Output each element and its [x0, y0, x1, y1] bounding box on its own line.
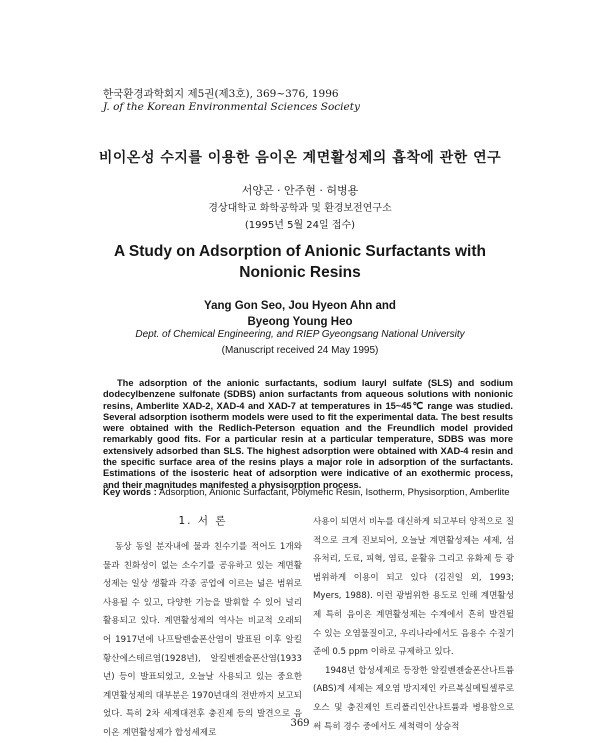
body-column-right — [313, 513, 514, 736]
paper-title-en-line1: A Study on Adsorption of Anionic Surfactants with — [114, 243, 486, 260]
paragraph: 1948년 합성세제로 등장한 알킬벤젠술폰산나트륨(ABS)계 세제는 제오염 방지제인 카르복실메틸셀루로오스 및 충진제인 트리폴리인산나트륨과 병용함으로써 특히 경수 중에서도 세척력이 상승적 — [313, 665, 514, 732]
affiliation-en: Dept. of Chemical Engineering, and RIEP Gyeongsang National University — [135, 329, 465, 340]
journal-name-en: J. of the Korean Environmental Sciences Society — [103, 101, 360, 113]
authors-en-line1: Yang Gon Seo, Jou Hyeon Ahn and — [204, 300, 396, 312]
keywords-list: Adsorption, Anionic Surfactant, Polymeric Resin, Isotherm, Physisorption, Amberlite — [158, 487, 510, 498]
section-heading-introduction: 1. 서 론 — [178, 515, 228, 527]
body-column-left — [103, 538, 302, 743]
affiliation-ko: 경상대학교 화학공학과 및 환경보전연구소 — [208, 203, 392, 214]
page-number: 369 — [290, 718, 310, 729]
received-date-en: (Manuscript received 24 May 1995) — [221, 345, 379, 356]
journal-citation-ko: 한국환경과학회지 제5권(제3호), 369~376, 1996 — [103, 88, 339, 100]
authors-ko: 서양곤 · 안주현 · 허병용 — [241, 184, 359, 197]
paragraph: 사용이 되면서 비누를 대신하게 되고부터 양적으로 질적으로 크게 진보되어, 오늘날 계면활성제는 세제, 섬유처리, 도료, 피혁, 염료, 윤활유 그리고 유화제 등 광범위하게 이용이 되고 있다 (김진일 외, 1993; Myers, 1988). 이런 광범위한 용도로 인해 계면활성제 특히 음이온 계면활성제는 수계에서 흔히 발견될 수 있는 오염물질이고, 우리나라에서도 음용수 수질기준에 0.5 ppm 이하로 규제하고 있다. — [313, 517, 514, 658]
keywords-label: Key words : — [103, 487, 157, 498]
paragraph: 동상 동일 분자내에 물과 친수기를 적어도 1개와 물과 친화성이 없는 소수기를 공유하고 있는 계면활성제는 일상 생활과 각종 공업에 이르는 넓은 범위로 사용될 수 있고, 다양한 기능을 발휘할 수 있어 널리 활용되고 있다. 계면활성제의 역사는 비교적 오래되어 1917년에 나프탈렌술폰산염이 발표된 이후 알킬황산에스테르염(1928년), 알킬벤젠술폰산염(1933년) 등이 발표되었고, 오늘날 사용되고 있는 중요한 계면활성제의 대부분은 1970년대의 전반까지 보고되었다. 특히 2차 세계대전후 충진제 등의 발견으로 음이온 계면활성제가 합성세제로 — [103, 542, 302, 738]
authors-en — [0, 298, 600, 330]
abstract: The adsorption of the anionic surfactants, sodium lauryl sulfate (SLS) and sodium dodecylbenzene sulfonate (SDBS) anion surfactants from aqueous solutions with nonionic resins, Amberlite XAD-2, XAD-4 and XAD-7 at temperatures in 15~45℃ range was studied. Several adsorption isotherm models were used to fit the experimental data. The best results were obtained with the Redlich-Peterson equation and the Freundlich model provided remarkably good fits. For a particular resin at a particular temperature, SDBS was more extensively adsorbed than SLS. The highest adsorption were obtained with XAD-4 resin and the specific surface area of the resins plays a major role in adsorption of the surfactants. Estimations of the isosteric heat of adsorption were indicative of an exothermic process, and their magnitudes manifested a physisorption process. — [103, 378, 513, 490]
paper-title-ko: 비이온성 수지를 이용한 음이온 계면활성제의 흡착에 관한 연구 — [98, 150, 502, 166]
paper-title-en — [0, 241, 600, 283]
keywords — [103, 487, 523, 498]
received-date-ko: (1995년 5월 24일 접수) — [244, 220, 356, 231]
paper-title-en-line2: Nonionic Resins — [239, 264, 361, 281]
authors-en-line2: Byeong Young Heo — [247, 316, 353, 328]
